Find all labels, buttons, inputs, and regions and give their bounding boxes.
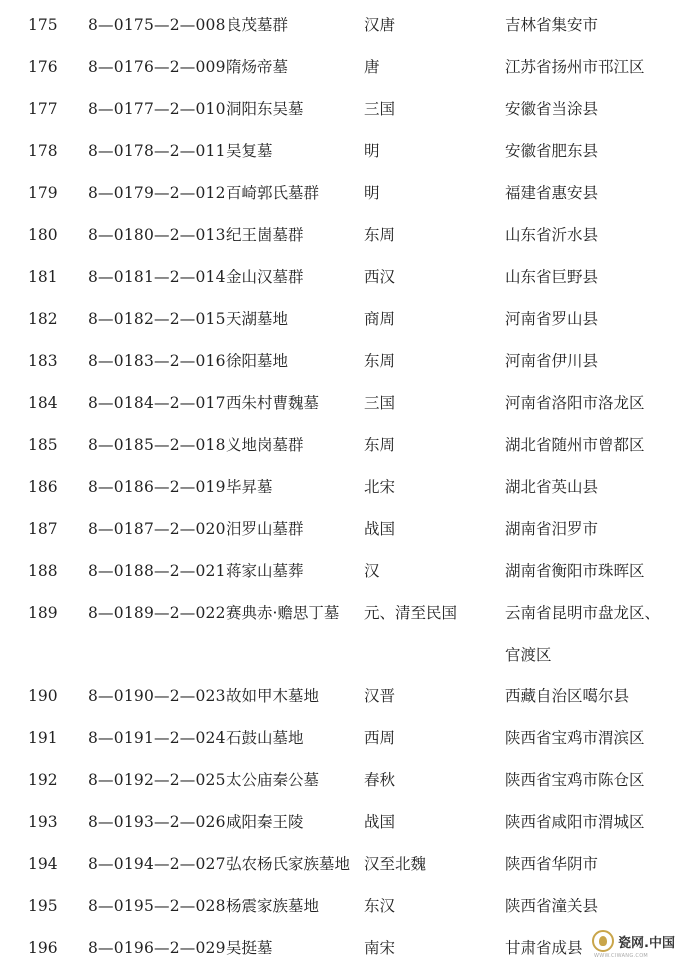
row-number: 184: [28, 394, 58, 412]
row-location: 山东省巨野县: [505, 268, 599, 286]
row-number: 183: [28, 352, 58, 370]
row-era: 西周: [364, 729, 396, 747]
table-row: [0, 551, 680, 593]
row-site-name: 汨罗山墓群: [226, 520, 304, 538]
row-location: 陕西省华阴市: [505, 855, 599, 873]
table-row: [0, 47, 680, 89]
row-code: 8—0187—2—020: [88, 520, 226, 538]
row-number: 180: [28, 226, 58, 244]
row-era: 战国: [364, 813, 396, 831]
row-site-name: 天湖墓地: [226, 310, 289, 328]
row-location: 河南省洛阳市洛龙区: [505, 394, 645, 412]
row-number: 191: [28, 729, 58, 747]
row-location: 山东省沂水县: [505, 226, 599, 244]
row-number: 176: [28, 58, 58, 76]
row-location: 江苏省扬州市邗江区: [505, 58, 645, 76]
row-number: 195: [28, 897, 58, 915]
row-era: 西汉: [364, 268, 396, 286]
table-row: [0, 509, 680, 551]
table-row: [0, 383, 680, 425]
watermark: [590, 928, 676, 958]
table-row: [0, 676, 680, 718]
row-number: 185: [28, 436, 58, 454]
row-location: 陕西省宝鸡市陈仓区: [505, 771, 645, 789]
row-site-name: 毕昇墓: [226, 478, 273, 496]
row-number: 192: [28, 771, 58, 789]
row-era: 明: [364, 142, 380, 160]
row-code: 8—0190—2—023: [88, 687, 226, 705]
row-number: 196: [28, 939, 58, 957]
row-site-name: 杨震家族墓地: [226, 897, 320, 915]
table-row: [0, 257, 680, 299]
table-row: [0, 131, 680, 173]
row-site-name: 石鼓山墓地: [226, 729, 304, 747]
row-site-name: 洞阳东吴墓: [226, 100, 304, 118]
table-row: [0, 89, 680, 131]
row-era: 东周: [364, 352, 396, 370]
row-site-name: 咸阳秦王陵: [226, 813, 304, 831]
row-code: 8—0196—2—029: [88, 939, 226, 957]
row-site-name: 金山汉墓群: [226, 268, 304, 286]
row-location: 甘肃省成县: [505, 939, 583, 957]
row-site-name: 良茂墓群: [226, 16, 289, 34]
row-location: 湖北省随州市曾都区: [505, 436, 645, 454]
row-location: 福建省惠安县: [505, 184, 599, 202]
row-era: 三国: [364, 100, 396, 118]
row-site-name: 吴挺墓: [226, 939, 273, 957]
row-location: 安徽省当涂县: [505, 100, 599, 118]
row-number: 177: [28, 100, 58, 118]
row-site-name: 故如甲木墓地: [226, 687, 320, 705]
row-era: 春秋: [364, 771, 396, 789]
row-era: 南宋: [364, 939, 396, 957]
row-location: 湖南省汨罗市: [505, 520, 599, 538]
row-number: 175: [28, 16, 58, 34]
row-location: 陕西省宝鸡市渭滨区: [505, 729, 645, 747]
row-site-name: 纪王崮墓群: [226, 226, 304, 244]
row-era: 汉晋: [364, 687, 396, 705]
row-code: 8—0188—2—021: [88, 562, 226, 580]
row-era: 三国: [364, 394, 396, 412]
table-row: [0, 593, 680, 664]
row-site-name: 义地岗墓群: [226, 436, 304, 454]
table-row: [0, 718, 680, 760]
row-number: 188: [28, 562, 58, 580]
row-code: 8—0175—2—008: [88, 16, 226, 34]
row-site-name: 弘农杨氏家族墓地: [226, 855, 351, 873]
table-row: [0, 928, 680, 970]
table-row: [0, 467, 680, 509]
row-era: 东周: [364, 436, 396, 454]
row-number: 193: [28, 813, 58, 831]
porcelain-logo-icon: [592, 930, 614, 952]
row-code: 8—0183—2—016: [88, 352, 226, 370]
row-era: 战国: [364, 520, 396, 538]
row-location-continued: 官渡区: [505, 646, 552, 664]
row-location: 河南省伊川县: [505, 352, 599, 370]
table-row: [0, 341, 680, 383]
row-code: 8—0185—2—018: [88, 436, 226, 454]
table-row: [0, 173, 680, 215]
row-number: 186: [28, 478, 58, 496]
row-site-name: 西朱村曹魏墓: [226, 394, 320, 412]
row-location: 吉林省集安市: [505, 16, 599, 34]
row-code: 8—0181—2—014: [88, 268, 226, 286]
row-location: 河南省罗山县: [505, 310, 599, 328]
row-era: 北宋: [364, 478, 396, 496]
row-code: 8—0178—2—011: [88, 142, 226, 160]
row-era: 元、清至民国: [364, 604, 458, 622]
row-number: 178: [28, 142, 58, 160]
row-code: 8—0179—2—012: [88, 184, 226, 202]
row-site-name: 隋炀帝墓: [226, 58, 289, 76]
row-code: 8—0182—2—015: [88, 310, 226, 328]
row-number: 179: [28, 184, 58, 202]
row-code: 8—0193—2—026: [88, 813, 226, 831]
table-row: [0, 760, 680, 802]
row-site-name: 赛典赤·赡思丁墓: [226, 604, 340, 622]
row-number: 194: [28, 855, 58, 873]
row-code: 8—0180—2—013: [88, 226, 226, 244]
table-row: [0, 425, 680, 467]
row-location: 湖南省衡阳市珠晖区: [505, 562, 645, 580]
row-location: 陕西省潼关县: [505, 897, 599, 915]
row-code: 8—0176—2—009: [88, 58, 226, 76]
row-location: 云南省昆明市盘龙区、: [505, 604, 661, 622]
row-number: 189: [28, 604, 58, 622]
table-row: [0, 299, 680, 341]
row-location: 西藏自治区噶尔县: [505, 687, 630, 705]
row-era: 明: [364, 184, 380, 202]
row-site-name: 吴复墓: [226, 142, 273, 160]
row-era: 东周: [364, 226, 396, 244]
row-era: 汉: [364, 562, 380, 580]
row-location: 陕西省咸阳市渭城区: [505, 813, 645, 831]
row-site-name: 徐阳墓地: [226, 352, 289, 370]
row-era: 东汉: [364, 897, 396, 915]
row-location: 湖北省英山县: [505, 478, 599, 496]
row-code: 8—0192—2—025: [88, 771, 226, 789]
row-era: 汉唐: [364, 16, 396, 34]
row-number: 181: [28, 268, 58, 286]
row-number: 182: [28, 310, 58, 328]
watermark-subtext: WWW.CIWANG.COM: [594, 953, 649, 959]
row-site-name: 百崎郭氏墓群: [226, 184, 320, 202]
table-row: [0, 5, 680, 47]
row-era: 汉至北魏: [364, 855, 427, 873]
row-location: 安徽省肥东县: [505, 142, 599, 160]
row-number: 190: [28, 687, 58, 705]
watermark-text: 瓷网.中国: [618, 936, 675, 951]
row-code: 8—0177—2—010: [88, 100, 226, 118]
row-code: 8—0194—2—027: [88, 855, 226, 873]
row-site-name: 蒋家山墓葬: [226, 562, 304, 580]
row-code: 8—0184—2—017: [88, 394, 226, 412]
row-site-name: 太公庙秦公墓: [226, 771, 320, 789]
row-code: 8—0186—2—019: [88, 478, 226, 496]
row-code: 8—0195—2—028: [88, 897, 226, 915]
row-era: 唐: [364, 58, 380, 76]
table-row: [0, 844, 680, 886]
row-code: 8—0189—2—022: [88, 604, 226, 622]
table-row: [0, 215, 680, 257]
table-row: [0, 886, 680, 928]
table-row: [0, 802, 680, 844]
row-era: 商周: [364, 310, 396, 328]
row-number: 187: [28, 520, 58, 538]
row-code: 8—0191—2—024: [88, 729, 226, 747]
